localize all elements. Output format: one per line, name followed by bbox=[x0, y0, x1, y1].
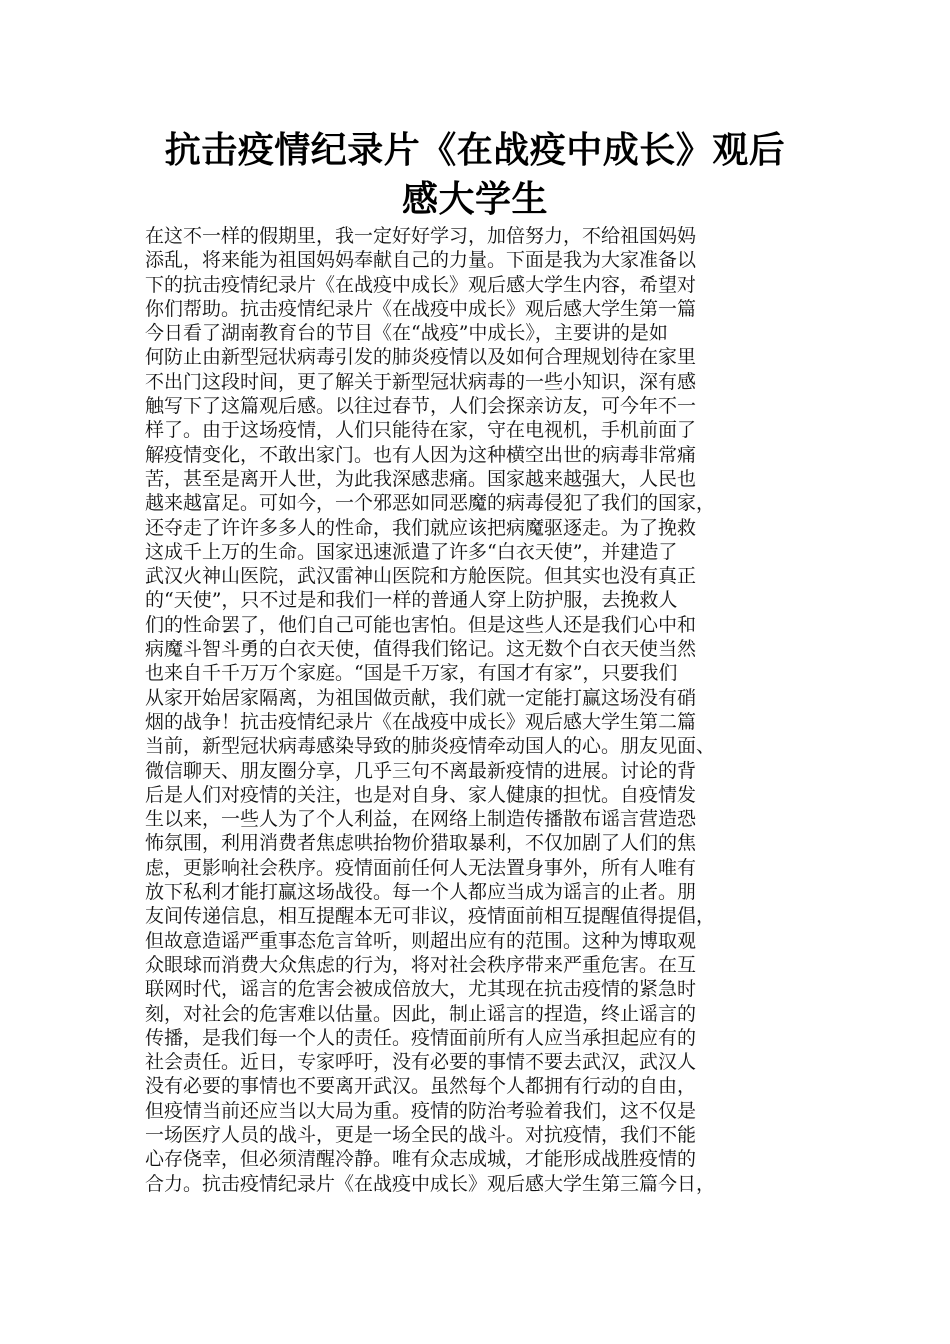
body-line: 越来越富足。可如今，一个邪恶如同恶魔的病毒侵犯了我们的国家， bbox=[145, 492, 716, 515]
body-line: 友间传递信息，相互提醒本无可非议，疫情面前相互提醒值得提倡， bbox=[145, 905, 716, 928]
body-line: 今日看了湖南教育台的节目《在“战疫”中成长》，主要讲的是如 bbox=[145, 322, 668, 345]
body-line: 社会责任。近日，专家呼吁，没有必要的事情不要去武汉，武汉人 bbox=[145, 1051, 697, 1074]
body-line: 触写下了这篇观后感。以往过春节，人们会探亲访友，可今年不一 bbox=[145, 395, 697, 418]
body-line: 也来自千千万万个家庭。“国是千万家，有国才有家”，只要我们 bbox=[145, 662, 678, 685]
body-line: 何防止由新型冠状病毒引发的肺炎疫情以及如何合理规划待在家里 bbox=[145, 346, 697, 369]
body-line: 样了。由于这场疫情，人们只能待在家，守在电视机，手机前面了 bbox=[145, 419, 697, 442]
body-line: 放下私利才能打赢这场战役。每一个人都应当成为谣言的止者。朋 bbox=[145, 881, 697, 904]
body-line: 从家开始居家隔离，为祖国做贡献，我们就一定能打赢这场没有硝 bbox=[145, 686, 697, 709]
body-line: 不出门这段时间，更了解关于新型冠状病毒的一些小知识，深有感 bbox=[145, 370, 697, 393]
body-line: 众眼球而消费大众焦虑的行为，将对社会秩序带来严重危害。在互 bbox=[145, 953, 697, 976]
body-line: 生以来，一些人为了个人利益，在网络上制造传播散布谣言营造恐 bbox=[145, 808, 697, 831]
body-line: 们的性命罢了，他们自己可能也害怕。但是这些人还是我们心中和 bbox=[145, 613, 697, 636]
document-body bbox=[145, 224, 825, 1196]
body-line: 解疫情变化，不敢出家门。也有人因为这种横空出世的病毒非常痛 bbox=[145, 443, 697, 466]
document-title bbox=[120, 126, 830, 224]
body-line: 但疫情当前还应当以大局为重。疫情的防治考验着我们，这不仅是 bbox=[145, 1099, 697, 1122]
body-line: 微信聊天、朋友圈分享，几乎三句不离最新疫情的进展。讨论的背 bbox=[145, 759, 697, 782]
body-line: 心存侥幸，但必须清醒冷静。唯有众志成城，才能形成战胜疫情的 bbox=[145, 1148, 697, 1171]
body-line: 还夺走了许许多多人的性命，我们就应该把病魔驱逐走。为了挽救 bbox=[145, 516, 697, 539]
body-line: 的“天使”，只不过是和我们一样的普通人穿上防护服，去挽救人 bbox=[145, 589, 678, 612]
body-line: 怖氛围，利用消费者焦虑哄抬物价猎取暴利，不仅加剧了人们的焦 bbox=[145, 832, 697, 855]
body-line: 合力。抗击疫情纪录片《在战疫中成长》观后感大学生第三篇今日， bbox=[145, 1172, 716, 1195]
body-line: 在这不一样的假期里，我一定好好学习，加倍努力，不给祖国妈妈 bbox=[145, 225, 697, 247]
body-line: 下的抗击疫情纪录片《在战疫中成长》观后感大学生内容，希望对 bbox=[145, 273, 697, 296]
body-line: 刻，对社会的危害难以估量。因此，制止谣言的捏造，终止谣言的 bbox=[145, 1002, 697, 1025]
body-line: 病魔斗智斗勇的白衣天使，值得我们铭记。这无数个白衣天使当然 bbox=[145, 638, 697, 661]
body-line: 武汉火神山医院，武汉雷神山医院和方舱医院。但其实也没有真正 bbox=[145, 565, 697, 588]
body-line: 一场医疗人员的战斗，更是一场全民的战斗。对抗疫情，我们不能 bbox=[145, 1123, 697, 1146]
title-line-1: 抗击疫情纪录片《在战疫中成长》观后 bbox=[164, 130, 786, 171]
body-line: 这成千上万的生命。国家迅速派遣了许多“白衣天使”，并建造了 bbox=[145, 540, 678, 563]
body-line: 没有必要的事情也不要离开武汉。虽然每个人都拥有行动的自由， bbox=[145, 1075, 697, 1098]
body-line: 虑，更影响社会秩序。疫情面前任何人无法置身事外，所有人唯有 bbox=[145, 856, 697, 879]
body-line: 你们帮助。抗击疫情纪录片《在战疫中成长》观后感大学生第一篇 bbox=[145, 297, 697, 320]
body-line: 传播，是我们每一个人的责任。疫情面前所有人应当承担起应有的 bbox=[145, 1026, 697, 1049]
title-line-2: 感大学生 bbox=[401, 179, 548, 220]
body-line: 但故意造谣严重事态危言耸听，则超出应有的范围。这种为博取观 bbox=[145, 929, 697, 952]
body-line: 联网时代，谣言的危害会被成倍放大，尤其现在抗击疫情的紧急时 bbox=[145, 978, 697, 1001]
body-line: 苦，甚至是离开人世，为此我深感悲痛。国家越来越强大，人民也 bbox=[145, 467, 697, 490]
body-line: 后是人们对疫情的关注，也是对自身、家人健康的担忧。自疫情发 bbox=[145, 783, 697, 806]
body-line: 当前，新型冠状病毒感染导致的肺炎疫情牵动国人的心。朋友见面、 bbox=[145, 735, 716, 758]
body-line: 添乱，将来能为祖国妈妈奉献自己的力量。下面是我为大家准备以 bbox=[145, 249, 697, 272]
body-line: 烟的战争！抗击疫情纪录片《在战疫中成长》观后感大学生第二篇 bbox=[145, 710, 697, 733]
